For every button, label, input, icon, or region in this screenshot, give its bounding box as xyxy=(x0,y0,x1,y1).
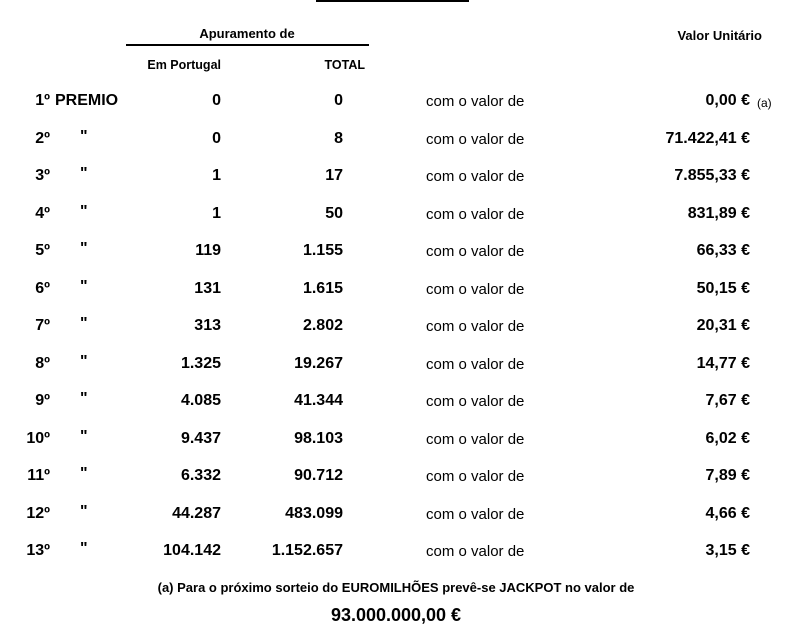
winners-portugal: 44.287 xyxy=(172,504,221,522)
winners-total: 17 xyxy=(325,167,343,184)
top-rule xyxy=(316,0,469,2)
table-row xyxy=(0,276,792,302)
winners-total: 19.267 xyxy=(294,354,343,372)
prize-note: (a) xyxy=(757,96,772,110)
table-row xyxy=(0,313,792,339)
connector-text: com o valor de xyxy=(426,205,525,223)
winners-total: 2.802 xyxy=(302,317,343,334)
table-row xyxy=(0,238,792,264)
prize-rank: 1º xyxy=(35,92,50,109)
table-row xyxy=(0,501,792,527)
ditto-mark: " xyxy=(80,427,88,445)
connector-text: com o valor de xyxy=(426,93,525,110)
prize-value: 3,15 € xyxy=(705,542,750,559)
winners-portugal: 0 xyxy=(212,92,221,109)
ditto-mark: " xyxy=(80,315,88,332)
ditto-mark: " xyxy=(80,277,88,295)
prize-rank: 8º xyxy=(35,354,50,372)
ditto-mark: " xyxy=(80,502,88,520)
prize-rank: 2º xyxy=(35,129,50,147)
winners-portugal: 1.325 xyxy=(180,354,221,372)
winners-total: 1.152.657 xyxy=(271,542,343,559)
connector-text: com o valor de xyxy=(426,543,525,560)
ditto-mark: " xyxy=(80,202,88,220)
header-rule xyxy=(126,44,369,46)
header-apuramento: Apuramento de xyxy=(199,26,295,41)
winners-total: 8 xyxy=(334,129,343,147)
table-row xyxy=(0,201,792,227)
jackpot-value: 93.000.000,00 € xyxy=(330,605,462,625)
prize-value: 0,00 € xyxy=(705,92,750,109)
winners-total: 50 xyxy=(325,204,343,222)
prize-value: 7.855,33 € xyxy=(674,167,750,184)
prize-value: 6,02 € xyxy=(705,429,750,447)
winners-portugal: 119 xyxy=(195,242,221,259)
prize-value: 66,33 € xyxy=(696,242,750,259)
prize-rank: 10º xyxy=(26,429,50,447)
table-row xyxy=(0,163,792,189)
connector-text: com o valor de xyxy=(426,130,525,148)
prize-value: 50,15 € xyxy=(696,279,750,297)
ditto-mark: " xyxy=(80,390,88,407)
prize-value: 14,77 € xyxy=(696,354,750,372)
winners-portugal: 6.332 xyxy=(180,467,221,484)
prize-rank: 13º xyxy=(26,542,50,559)
winners-total: 41.344 xyxy=(294,392,343,409)
connector-text: com o valor de xyxy=(426,468,525,485)
prize-value: 7,67 € xyxy=(705,392,750,409)
winners-portugal: 313 xyxy=(194,317,221,334)
ditto-mark: " xyxy=(80,240,88,257)
prize-rank: 12º xyxy=(26,504,50,522)
connector-text: com o valor de xyxy=(426,280,525,298)
table-row xyxy=(0,351,792,377)
ditto-mark: " xyxy=(80,127,88,145)
connector-text: com o valor de xyxy=(426,355,525,373)
prize-value: 71.422,41 € xyxy=(665,129,750,147)
winners-total: 483.099 xyxy=(285,504,343,522)
connector-text: com o valor de xyxy=(426,505,525,523)
connector-text: com o valor de xyxy=(426,243,525,260)
winners-portugal: 0 xyxy=(212,129,221,147)
table-row xyxy=(0,126,792,152)
winners-portugal: 1 xyxy=(212,167,221,184)
prize-value: 7,89 € xyxy=(705,467,750,484)
header-total: TOTAL xyxy=(324,58,365,72)
connector-text: com o valor de xyxy=(426,168,525,185)
footnote: (a) Para o próximo sorteio do EUROMILHÕES prevê-se JACKPOT no valor de xyxy=(157,580,635,595)
ditto-mark: " xyxy=(80,352,88,370)
winners-total: 90.712 xyxy=(294,467,343,484)
prize-label: PREMIO xyxy=(55,92,119,109)
header-em-portugal: Em Portugal xyxy=(147,58,221,72)
winners-total: 98.103 xyxy=(294,429,343,447)
connector-text: com o valor de xyxy=(426,318,525,335)
prize-rank: 4º xyxy=(35,204,50,222)
prize-rank: 3º xyxy=(35,167,50,184)
winners-total: 0 xyxy=(334,92,343,109)
winners-portugal: 131 xyxy=(194,279,221,297)
ditto-mark: " xyxy=(80,540,88,557)
table-row xyxy=(0,88,792,114)
prize-value: 831,89 € xyxy=(687,204,750,222)
prize-rank: 7º xyxy=(35,317,50,334)
header-valor-unitario: Valor Unitário xyxy=(677,28,762,43)
connector-text: com o valor de xyxy=(426,430,525,448)
connector-text: com o valor de xyxy=(426,393,525,410)
table-row xyxy=(0,388,792,414)
table-row xyxy=(0,463,792,489)
winners-portugal: 104.142 xyxy=(163,542,221,559)
winners-portugal: 9.437 xyxy=(180,429,221,447)
prize-rank: 9º xyxy=(35,392,50,409)
winners-portugal: 1 xyxy=(212,204,221,222)
ditto-mark: " xyxy=(80,165,88,182)
prize-value: 4,66 € xyxy=(705,504,750,522)
winners-portugal: 4.085 xyxy=(180,392,221,409)
prize-rank: 5º xyxy=(35,242,50,259)
prize-value: 20,31 € xyxy=(696,317,750,334)
winners-total: 1.615 xyxy=(302,279,343,297)
prize-rank: 6º xyxy=(35,279,50,297)
prize-rank: 11º xyxy=(27,467,50,484)
table-row xyxy=(0,426,792,452)
table-row xyxy=(0,538,792,564)
winners-total: 1.155 xyxy=(302,242,343,259)
ditto-mark: " xyxy=(80,465,88,482)
